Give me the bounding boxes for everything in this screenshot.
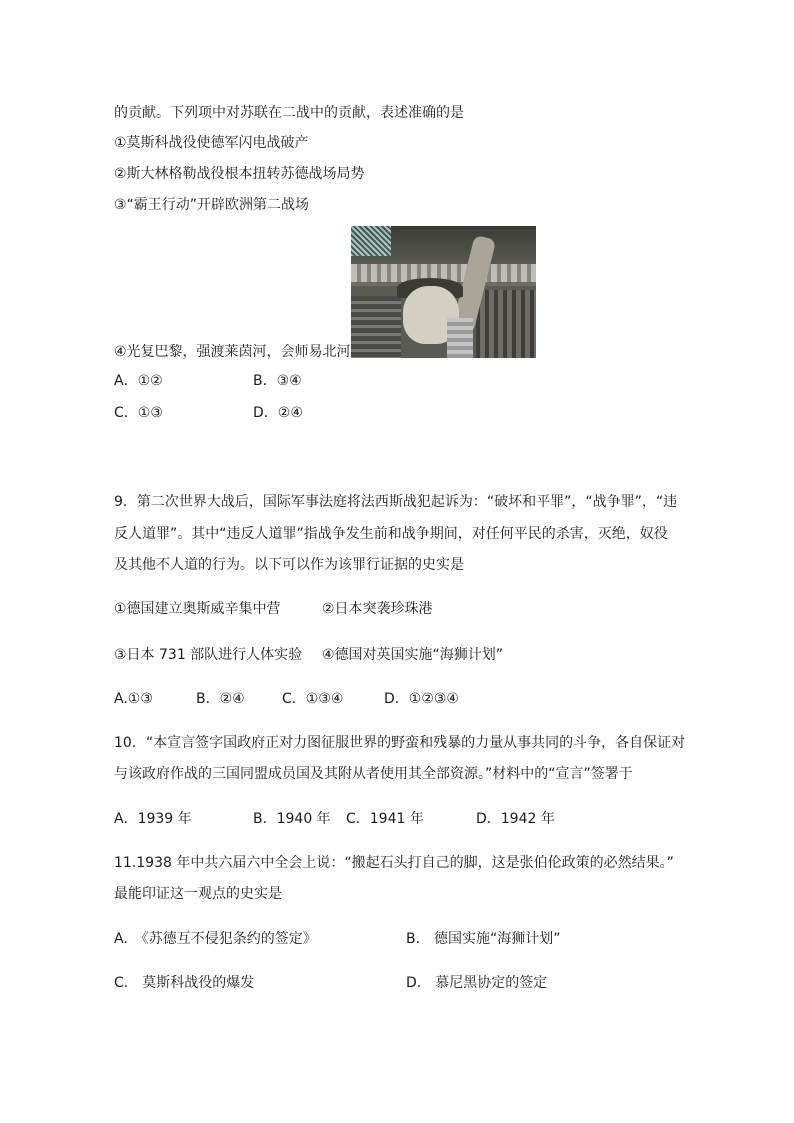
q8-item-2: ②斯大林格勒战役根本扭转苏德战场局势 — [114, 166, 365, 182]
q9-item-4: ④德国对英国实施“海狮计划” — [322, 647, 504, 663]
q9-item-3: ③日本 731 部队进行人体实验 — [114, 647, 303, 663]
q9-option-d: D．①②③④ — [384, 691, 459, 707]
q10-stem-line-2: 与该政府作战的三国同盟成员国及其附从者使用其全部资源。”材料中的“宣言”签署于 — [114, 766, 633, 782]
q9-option-a: A.①③ — [114, 691, 153, 707]
q8-option-a: A．①② — [114, 373, 163, 389]
q10-option-b: B．1940 年 — [253, 811, 331, 827]
q9-stem-line-1: 9．第二次世界大战后，国际军事法庭将法西斯战犯起诉为：“破坏和平罪”，“战争罪”，“违 — [114, 494, 678, 510]
q10-option-a: A．1939 年 — [114, 811, 192, 827]
q8-option-c: C．①③ — [114, 405, 163, 421]
q8-stem-tail: 的贡献。下列项中对苏联在二战中的贡献，表述准确的是 — [114, 105, 464, 121]
q11-option-b: B. 德国实施“海狮计划” — [406, 931, 561, 947]
q11-stem-line-2: 最能印证这一观点的史实是 — [114, 886, 282, 902]
q8-option-d: D．②④ — [253, 405, 303, 421]
q8-option-b: B．③④ — [253, 373, 302, 389]
q9-item-1: ①德国建立奥斯威辛集中营 — [114, 601, 281, 617]
q11-stem-line-1: 11.1938 年中共六届六中全会上说：“搬起石头打自己的脚，这是张伯伦政策的必然结果。” — [114, 855, 674, 871]
q8-item-1: ①莫斯科战役使德军闪电战破产 — [114, 135, 309, 151]
q10-option-d: D．1942 年 — [476, 811, 555, 827]
q9-option-c: C．①③④ — [282, 691, 344, 707]
q10-option-c: C．1941 年 — [346, 811, 424, 827]
q11-option-d: D. 慕尼黑协定的签定 — [406, 975, 548, 991]
q10-stem-line-1: 10．“本宣言签字国政府正对力图征服世界的野蛮和残暴的力量从事共同的斗争，各自保证对 — [114, 735, 686, 751]
q9-item-2: ②日本突袭珍珠港 — [322, 601, 433, 617]
q11-option-a: A. 《苏德互不侵犯条约的签定》 — [114, 931, 317, 947]
q8-item-4: ④光复巴黎，强渡莱茵河，会师易北河 — [114, 344, 351, 360]
q9-stem-line-3: 及其他不人道的行为。以下可以作为该罪行证据的史实是 — [114, 557, 464, 573]
soldier-poster-image — [351, 226, 536, 358]
q9-option-b: B．②④ — [196, 691, 245, 707]
q9-stem-line-2: 反人道罪”。其中“违反人道罪”指战争发生前和战争期间，对任何平民的杀害，灭绝，奴役 — [114, 526, 668, 542]
q11-option-c: C. 莫斯科战役的爆发 — [114, 975, 255, 991]
q8-item-3: ③“霸王行动”开辟欧洲第二战场 — [114, 197, 310, 213]
